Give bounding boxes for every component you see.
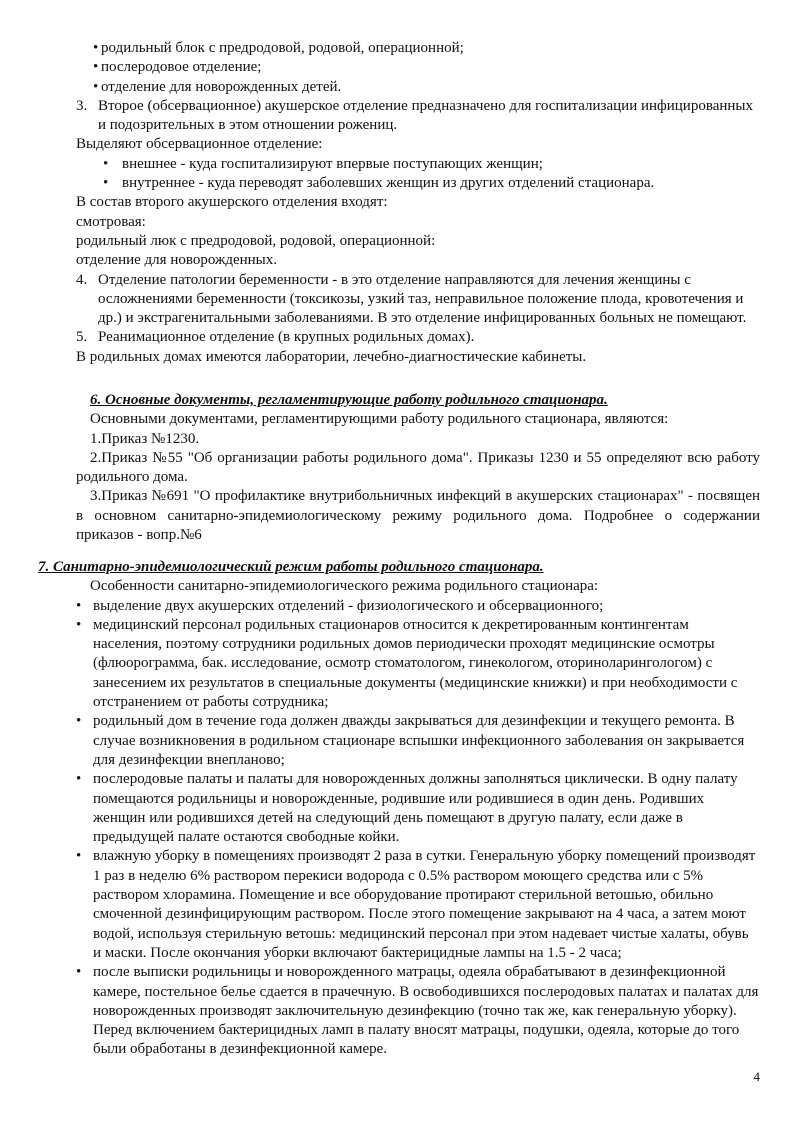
numbered-item-5: 5. Реанимационное отделение (в крупных родильных домах). [76,329,475,346]
second-dept-line: отделение для новорожденных. [76,252,277,269]
order-item: 3.Приказ №691 "О профилактике внутрибольничных инфекций в акушерских стационарах" - посвящен в основном санитарно-эпидемиологическому режиму родильного дома. Подробнее о содержании приказов - вопр.№6 [76,488,760,544]
list-item: • родильный блок с предродовой, родовой, операционной; [76,39,760,58]
section-7-heading: 7. Санитарно-эпидемиологический режим работы родильного стационара. [38,559,544,575]
bullet-icon: • [76,848,82,865]
section-7 [38,558,760,1060]
list-item: • внешнее - куда госпитализируют впервые поступающих женщин; [76,155,760,174]
list-item: • медицинский персонал родильных стационаров относится к декретированным контингентам населения, поэтому сотрудники родильных домов периодически проходят медицинские осмотры (флюорограмма, бак. исследование, осмотр стоматологом, гинекологом, оториноларингологом) с занесением их результатов в специальные документы (медицинские книжки) и при необходимости с отстранением от работы сотрудника; [76,616,738,711]
observ-intro: Выделяют обсервационное отделение: [76,136,323,153]
list-item: • после выписки родильницы и новорожденного матрацы, одеяла обрабатывают в дезинфекционной камере, постельное белье сдается в прачечную. В освободившихся послеродовых палатах и палатах для новорожденных производят заключительную дезинфекцию (точно так же, как генеральную уборку). Перед включением бактерицидных ламп в палату вносят матрацы, подушки, одеяла, которые до того были обработаны в дезинфекционной камере. [76,964,759,1058]
top-section [76,39,760,367]
page-number: 4 [753,1069,760,1084]
bullet-icon: • [93,78,99,95]
order-item: 2.Приказ №55 "Об организации работы родильного дома". Приказы 1230 и 55 определяют всю работу родильного дома. [76,449,760,486]
list-item: • выделение двух акушерских отделений - физиологического и обсервационного; [76,597,760,616]
bullet-icon: • [93,40,99,56]
bullet-icon: • [76,771,82,788]
bullet-icon: • [93,59,99,76]
labs-line: В родильных домах имеются лаборатории, лечебно-диагностические кабинеты. [76,348,587,365]
second-dept-line: родильный люк с предродовой, родовой, операционной: [76,232,436,249]
section-7-intro: Особенности санитарно-эпидемиологического режима родильного стационара: [90,578,599,595]
second-dept-intro: В состав второго акушерского отделения входят: [76,194,388,211]
section-6-heading: 6. Основные документы, регламентирующие работу родильного стационара. [90,392,608,408]
list-item: • послеродовые палаты и палаты для новорожденных должны заполняться циклически. В одну палату помещаются родильницы и новорожденные, родившие или родившиеся в один день. Родивших женщин или родившихся детей на следующий день помещают в другую палату, если даже в предыдущей палате остаются свободные койки. [76,771,738,846]
bullet-icon: • [103,175,109,192]
order-item: 1.Приказ №1230. [90,430,200,447]
numbered-item-3: 3. Второе (обсервационное) акушерское отделение предназначено для госпитализации инфицированных и подозрительных в этом отношении рожениц. [76,97,753,134]
bullet-icon: • [76,616,82,633]
section-6-intro: Основными документами, регламентирующими работу родильного стационара, являются: [90,411,669,428]
bullet-icon: • [103,155,109,172]
list-item: • родильный дом в течение года должен дважды закрываться для дезинфекции и текущего ремонта. В случае возникновения в родильном стационаре вспышки инфекционного заболевания он закрывается для дезинфекции внепланово; [76,713,745,768]
bullet-icon: • [76,713,82,730]
bullet-icon: • [76,597,82,614]
list-item: • послеродовое отделение; [76,58,760,77]
section-6 [76,391,760,545]
bullet-icon: • [76,964,82,981]
numbered-item-4: 4. Отделение патологии беременности - в это отделение направляются для лечения женщины с осложнениями беременности (токсикозы, узкий таз, неправильное положение плода, кровотечения и др.) и экстрагенитальными заболеваниями. В это отделение инфицированных больных не помещают. [76,271,747,327]
list-item: • влажную уборку в помещениях производят 2 раза в сутки. Генеральную уборку помещений производят 1 раз в неделю 6% раствором перекиси водорода с 0.5% раствором моющего средства или с 5% раствором хлорамина. Помещение и все оборудование протирают стерильной ветошью, обильно смоченной дезинфицирующим раствором. После этого помещение закрывают на 4 часа, а затем моют водой, используя стерильную ветошь: медицинский персонал при этом надевает чистые халаты, обувь и маски. После окончания уборки включают бактерицидные лампы на 1.5 - 2 часа; [76,848,756,961]
list-item: • отделение для новорожденных детей. [76,78,760,97]
list-item: • внутреннее - куда переводят заболевших женщин из других отделений стационара. [76,174,760,193]
second-dept-line: смотровая: [76,213,146,230]
